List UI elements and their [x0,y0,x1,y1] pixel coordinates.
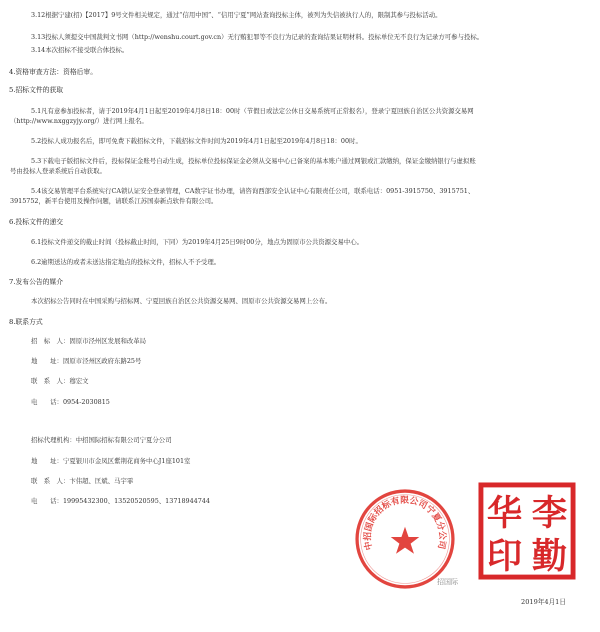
section-5-heading: 5.招标文件的获取 [9,86,64,94]
tenderer-contact: 联 系 人：穆宏文 [31,377,89,385]
clause-5-1-cont: （http://www.nxggzyjy.org/）进行网上报名。 [10,117,148,125]
footer-fragment: 招国际 [437,578,458,586]
section-8-heading: 8.联系方式 [9,318,43,326]
seal-text: 中招国际招标有限公司宁夏分公司 [363,495,447,551]
agency-contact: 联 系 人：卞伟超、匡斌、马宇霏 [31,477,134,485]
clause-6-2: 6.2逾期送达的或者未送达指定地点的投标文件，招标人不予受理。 [31,258,221,266]
section-7-heading: 7.发布公告的媒介 [9,278,64,286]
agency-address: 地 址：宁夏银川市金凤区紫荆花商务中心J1座101室 [31,457,191,465]
clause-3-12: 3.12根据宁建(招)【2017】9号文件相关规定，通过“信用中国”、“信用宁夏”网站查询投标主体，被列为失信被执行人的，限制其参与投标活动。 [31,11,442,19]
clause-5-3-cont: 号由投标人登录系统后自动获取。 [10,167,106,175]
clause-5-2: 5.2投标人成功报名后，即可免费下载招标文件，下载招标文件时间为2019年4月1日起至2019年4月8日18：00时。 [31,137,362,145]
clause-6-1: 6.1投标文件递交的截止时间（投标截止时间，下同）为2019年4月25日9时00分，地点为固原市公共资源交易中心。 [31,238,364,246]
name-stamp-icon [478,482,576,580]
clause-5-1: 5.1凡有意参加投标者，请于2019年4月1日起至2019年4月8日18：00时（节假日或法定公休日交易系统可正常报名），登录宁夏回族自治区公共资源交易网 [31,107,474,115]
agency-name: 招标代理机构：中招国际招标有限公司宁夏分公司 [31,436,172,444]
clause-3-14: 3.14本次招标不接受联合体投标。 [31,46,129,54]
stamp-char-2: 李 [531,493,568,535]
company-seal-icon [354,488,456,590]
section-6-heading: 6.投标文件的递交 [9,218,64,226]
clause-3-13: 3.13投标人须提交中国裁判文书网（http://wenshu.court.gov.cn）无行贿犯罪等不良行为记录的查询结果证明材料。投标单位无不良行为记录方可参与投标。 [31,33,484,41]
tenderer-phone: 电 话：0954-2030815 [31,398,110,406]
section-4-heading: 4.资格审查方法：资格后审。 [9,68,98,76]
agency-phone: 电 话：19995432300、13520520595、13718944744 [31,497,210,505]
publication-media: 本次招标公告同时在中国采购与招标网、宁夏回族自治区公共资源交易网、固原市公共资源交易网上公布。 [31,297,332,305]
stamp-char-4: 勤 [531,536,568,578]
tenderer-address: 地 址：固原市泾州区政府东路25号 [31,357,142,365]
clause-5-4-cont: 3915752，新平台使用及操作问题，请联系江苏国泰新点软件有限公司。 [10,197,218,205]
stamp-char-1: 华 [486,493,523,535]
clause-5-3: 5.3下载电子版招标文件后，投标保证金账号自动生成，投标单位投标保证金必须从交易中心已备案的基本账户通过网银或汇款缴纳，保证金缴纳银行与虚拟账 [31,157,476,165]
clause-5-4: 5.4该交易管理平台系统实行CA锁认证安全登录管理，CA数字证书办理，请咨询西部安全认证中心有限责任公司，联系电话：0951-3915750、3915751、 [31,187,475,195]
document-date: 2019年4月1日 [521,598,566,606]
stamp-char-3: 印 [486,536,523,578]
tenderer-name: 招 标 人：固原市泾州区发展和改革局 [31,337,147,345]
